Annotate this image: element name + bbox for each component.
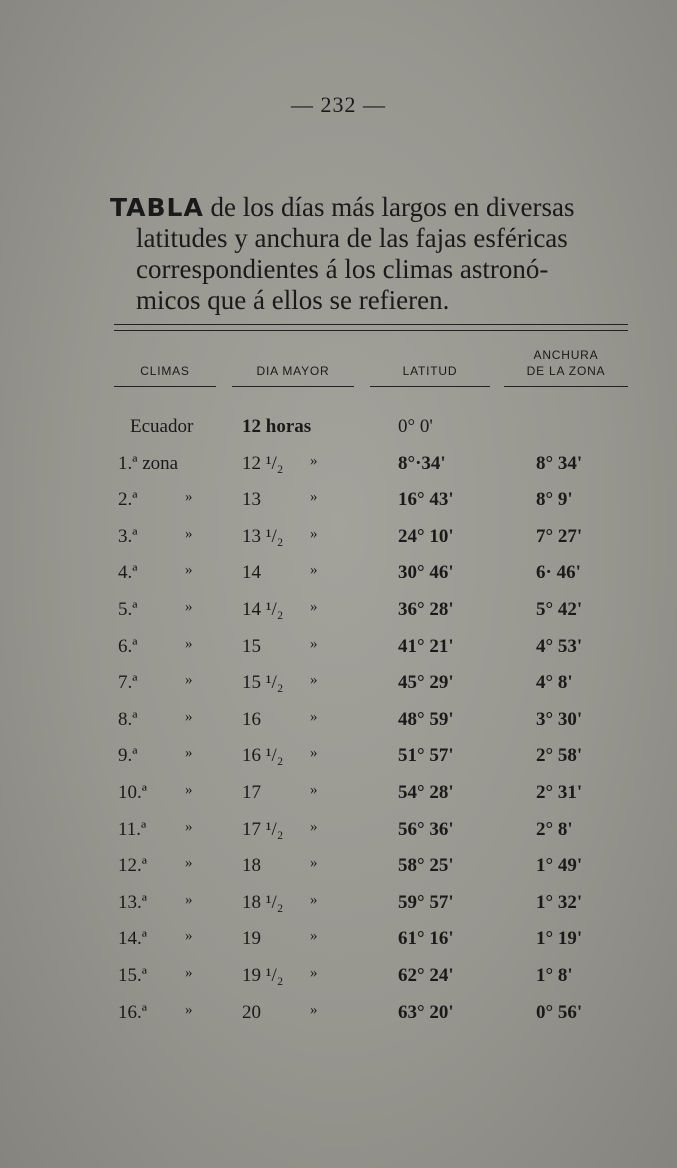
- cell-dia-mayor: 20: [242, 1002, 261, 1023]
- header-latitud-label: LATITUD: [402, 364, 458, 378]
- cell-anchura: 3° 30': [536, 709, 583, 730]
- cell-dia-mayor: 15: [242, 636, 261, 657]
- cell-dia-mayor: 16: [242, 709, 261, 730]
- cell-ditto-mark: »: [310, 599, 318, 615]
- cell-ditto-mark: »: [310, 709, 318, 725]
- header-latitud: [370, 364, 490, 378]
- cell-ditto-mark: »: [310, 782, 318, 798]
- cell-anchura: 2° 8': [536, 819, 573, 840]
- cell-ditto-mark: »: [185, 1002, 193, 1018]
- cell-ditto-mark: »: [310, 562, 318, 578]
- cell-clima: 15.ª: [118, 965, 147, 986]
- cell-ditto-mark: »: [310, 489, 318, 505]
- table-top-rule: [114, 324, 628, 331]
- cell-ditto-mark: »: [185, 672, 193, 688]
- cell-dia-mayor: 17 ¹/₂: [242, 819, 284, 840]
- header-dia-mayor-underline: [232, 386, 354, 387]
- title-lead-word: TABLA: [110, 193, 204, 222]
- cell-ditto-mark: »: [310, 965, 318, 981]
- cell-dia-mayor: 14: [242, 562, 261, 583]
- table-row: [0, 928, 677, 958]
- cell-dia-mayor: 13: [242, 489, 261, 510]
- cell-clima: 8.ª: [118, 709, 138, 730]
- cell-anchura: 4° 53': [536, 636, 583, 657]
- header-anchura-underline: [504, 386, 628, 387]
- cell-clima: 13.ª: [118, 892, 147, 913]
- cell-clima: 11.ª: [118, 819, 147, 840]
- table-row: [0, 782, 677, 812]
- cell-clima: 3.ª: [118, 526, 138, 547]
- cell-ditto-mark: »: [185, 599, 193, 615]
- cell-latitud: 54° 28': [398, 782, 454, 803]
- header-climas-underline: [114, 386, 216, 387]
- title-line-3: correspondientes á los climas astronó-: [136, 254, 549, 284]
- cell-ditto-mark: »: [185, 782, 193, 798]
- cell-ditto-mark: »: [185, 819, 193, 835]
- cell-ditto-mark: »: [185, 855, 193, 871]
- title-line-1: [110, 192, 640, 223]
- table-row: [0, 855, 677, 885]
- cell-dia-mayor: 19 ¹/₂: [242, 965, 284, 986]
- cell-ditto-mark: »: [185, 965, 193, 981]
- cell-anchura: 1° 32': [536, 892, 583, 913]
- cell-clima: 12.ª: [118, 855, 147, 876]
- cell-clima: 7.ª: [118, 672, 138, 693]
- table-title: [110, 192, 640, 316]
- cell-anchura: 8° 9': [536, 489, 573, 510]
- cell-dia-mayor: 12 horas: [242, 416, 312, 437]
- cell-dia-mayor: 18 ¹/₂: [242, 892, 284, 913]
- cell-clima: 10.ª: [118, 782, 147, 803]
- table-row: [0, 709, 677, 739]
- cell-latitud: 45° 29': [398, 672, 454, 693]
- cell-latitud: 0° 0': [398, 416, 433, 437]
- table-row: [0, 819, 677, 849]
- cell-anchura: 5° 42': [536, 599, 583, 620]
- header-latitud-underline: [370, 386, 490, 387]
- cell-latitud: 16° 43': [398, 489, 454, 510]
- table-row: [0, 892, 677, 922]
- header-dia-mayor: [232, 364, 354, 378]
- table-row: [0, 672, 677, 702]
- cell-dia-mayor: 16 ¹/₂: [242, 745, 284, 766]
- cell-latitud: 56° 36': [398, 819, 454, 840]
- header-anchura-line-2: DE LA ZONA: [526, 364, 606, 378]
- cell-anchura: 7° 27': [536, 526, 583, 547]
- header-dia-mayor-label: DIA MAYOR: [256, 364, 330, 378]
- cell-ditto-mark: »: [185, 489, 193, 505]
- page-number: — 232 —: [291, 92, 386, 117]
- cell-latitud: 61° 16': [398, 928, 454, 949]
- cell-anchura: 1° 49': [536, 855, 583, 876]
- cell-latitud: 58° 25': [398, 855, 454, 876]
- cell-anchura: 1° 19': [536, 928, 583, 949]
- table-row: [0, 965, 677, 995]
- cell-ditto-mark: »: [185, 709, 193, 725]
- table-row: [0, 526, 677, 556]
- table-row: [0, 562, 677, 592]
- header-anchura-line-1: ANCHURA: [533, 348, 599, 362]
- cell-ditto-mark: »: [185, 928, 193, 944]
- cell-clima: 9.ª: [118, 745, 138, 766]
- cell-ditto-mark: »: [310, 745, 318, 761]
- cell-latitud: 63° 20': [398, 1002, 454, 1023]
- cell-ditto-mark: »: [185, 892, 193, 908]
- title-line-4: micos que á ellos se refieren.: [136, 285, 450, 315]
- cell-ditto-mark: »: [185, 636, 193, 652]
- cell-anchura: 2° 31': [536, 782, 583, 803]
- cell-latitud: 51° 57': [398, 745, 454, 766]
- cell-clima: 2.ª: [118, 489, 138, 510]
- cell-anchura: 2° 58': [536, 745, 583, 766]
- header-climas: [114, 364, 216, 378]
- cell-dia-mayor: 12 ¹/₂: [242, 453, 284, 474]
- cell-ditto-mark: »: [185, 745, 193, 761]
- cell-clima: 16.ª: [118, 1002, 147, 1023]
- cell-ditto-mark: »: [310, 928, 318, 944]
- header-anchura: [504, 347, 628, 379]
- cell-ditto-mark: »: [310, 453, 318, 469]
- cell-clima: 6.ª: [118, 636, 138, 657]
- cell-latitud: 48° 59': [398, 709, 454, 730]
- cell-ditto-mark: »: [310, 526, 318, 542]
- cell-ditto-mark: »: [310, 855, 318, 871]
- cell-ditto-mark: »: [185, 526, 193, 542]
- cell-dia-mayor: 15 ¹/₂: [242, 672, 284, 693]
- cell-latitud: 8°·34': [398, 453, 446, 474]
- table-row: [0, 489, 677, 519]
- cell-latitud: 59° 57': [398, 892, 454, 913]
- cell-clima: Ecuador: [130, 416, 194, 437]
- table-row: [0, 745, 677, 775]
- cell-dia-mayor: 14 ¹/₂: [242, 599, 284, 620]
- cell-anchura: 6· 46': [536, 562, 581, 583]
- table-row: [0, 1002, 677, 1032]
- cell-ditto-mark: »: [310, 672, 318, 688]
- cell-dia-mayor: 17: [242, 782, 261, 803]
- cell-dia-mayor: 13 ¹/₂: [242, 526, 284, 547]
- cell-latitud: 62° 24': [398, 965, 454, 986]
- table-row: [0, 599, 677, 629]
- cell-latitud: 36° 28': [398, 599, 454, 620]
- cell-ditto-mark: »: [310, 1002, 318, 1018]
- cell-ditto-mark: »: [310, 636, 318, 652]
- table-row: [0, 453, 677, 483]
- table-row: [0, 636, 677, 666]
- cell-anchura: 8° 34': [536, 453, 583, 474]
- cell-anchura: 0° 56': [536, 1002, 583, 1023]
- table-row: [0, 416, 677, 446]
- cell-anchura: 4° 8': [536, 672, 573, 693]
- cell-latitud: 30° 46': [398, 562, 454, 583]
- cell-ditto-mark: »: [185, 562, 193, 578]
- cell-latitud: 41° 21': [398, 636, 454, 657]
- cell-clima: 14.ª: [118, 928, 147, 949]
- cell-clima: 5.ª: [118, 599, 138, 620]
- cell-ditto-mark: »: [310, 819, 318, 835]
- title-line-1-text: de los días más largos en diversas: [210, 192, 575, 222]
- cell-anchura: 1° 8': [536, 965, 573, 986]
- title-line-2: latitudes y anchura de las fajas esféricas: [136, 223, 568, 253]
- cell-clima: 4.ª: [118, 562, 138, 583]
- cell-latitud: 24° 10': [398, 526, 454, 547]
- cell-dia-mayor: 19: [242, 928, 261, 949]
- cell-ditto-mark: »: [310, 892, 318, 908]
- cell-clima: 1.ª zona: [118, 453, 179, 474]
- cell-dia-mayor: 18: [242, 855, 261, 876]
- header-climas-label: CLIMAS: [140, 364, 190, 378]
